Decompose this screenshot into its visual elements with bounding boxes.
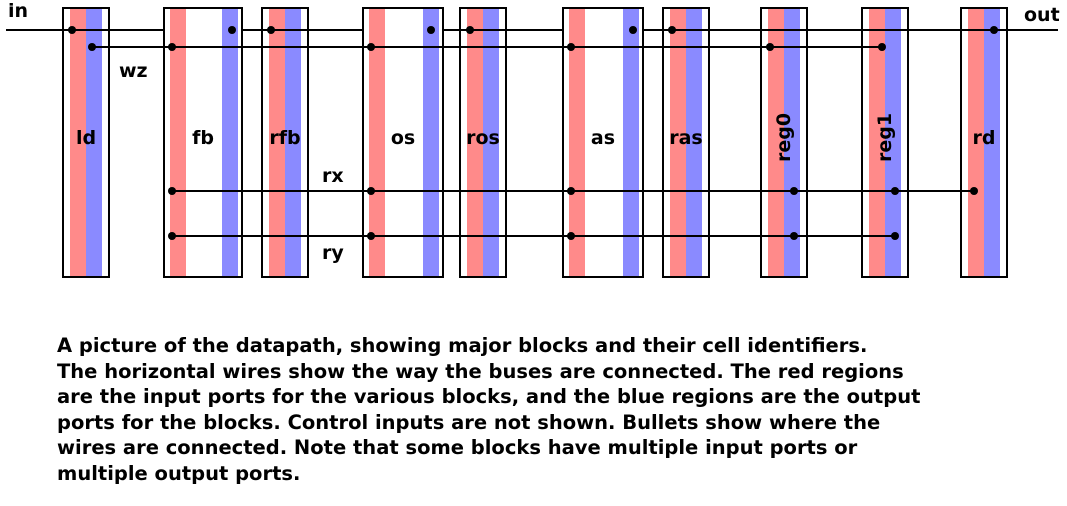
- junction-dot: [567, 187, 575, 195]
- junction-dot: [267, 26, 275, 34]
- junction-dot: [68, 26, 76, 34]
- block-reg1-label: reg1: [874, 112, 896, 162]
- block-rd-label: rd: [972, 127, 996, 149]
- junction-dot: [168, 43, 176, 51]
- block-fb-label: fb: [192, 127, 214, 149]
- block-os-label: os: [390, 127, 416, 149]
- junction-dot: [567, 232, 575, 240]
- caption-line-6: multiple output ports.: [57, 461, 301, 485]
- junction-dot: [878, 43, 886, 51]
- junction-dot: [891, 232, 899, 240]
- bus-label-ry: ry: [322, 242, 344, 264]
- diagram-caption: [57, 333, 1017, 486]
- input-label: in: [8, 0, 29, 22]
- output-label: out: [1024, 4, 1060, 26]
- bus-label-rx: rx: [322, 165, 344, 187]
- junction-dot: [367, 232, 375, 240]
- wire-top-through-rd: [960, 29, 1008, 31]
- bus-label-wz: wz: [119, 60, 148, 82]
- junction-dot: [168, 232, 176, 240]
- wire-ry-overlay: [172, 235, 894, 237]
- block-ld-label: ld: [75, 127, 97, 149]
- block-as-label: as: [590, 127, 616, 149]
- block-ras-label: ras: [669, 127, 703, 149]
- block-rfb-label: rfb: [269, 127, 301, 149]
- junction-dot: [228, 26, 236, 34]
- junction-dot: [427, 26, 435, 34]
- caption-line-4: ports for the blocks. Control inputs are not shown. Bullets show where the: [57, 410, 881, 434]
- block-rd[interactable]: [960, 7, 1008, 278]
- junction-dot: [970, 187, 978, 195]
- wire-wz-overlay: [92, 46, 882, 48]
- caption-line-3: are the input ports for the various blocks, and the blue regions are the output: [57, 385, 921, 408]
- junction-dot: [168, 187, 176, 195]
- wire-top-through-reg0: [760, 29, 808, 31]
- junction-dot: [990, 26, 998, 34]
- block-reg0-label: reg0: [773, 112, 795, 162]
- caption-line-1: A picture of the datapath, showing major blocks and their cell identifiers.: [57, 334, 868, 357]
- junction-dot: [790, 187, 798, 195]
- wire-top-through-reg1: [861, 29, 909, 31]
- junction-dot: [466, 26, 474, 34]
- junction-dot: [567, 43, 575, 51]
- junction-dot: [629, 26, 637, 34]
- junction-dot: [790, 232, 798, 240]
- junction-dot: [668, 26, 676, 34]
- caption-line-5: wires are connected. Note that some blocks have multiple input ports or: [57, 436, 858, 459]
- junction-dot: [891, 187, 899, 195]
- caption-line-2: The horizontal wires show the way the buses are connected. The red regions: [57, 359, 904, 383]
- block-ros-label: ros: [466, 127, 500, 149]
- junction-dot: [367, 43, 375, 51]
- wire-top-seg7: [694, 29, 994, 31]
- junction-dot: [367, 187, 375, 195]
- junction-dot: [766, 43, 774, 51]
- junction-dot: [88, 43, 96, 51]
